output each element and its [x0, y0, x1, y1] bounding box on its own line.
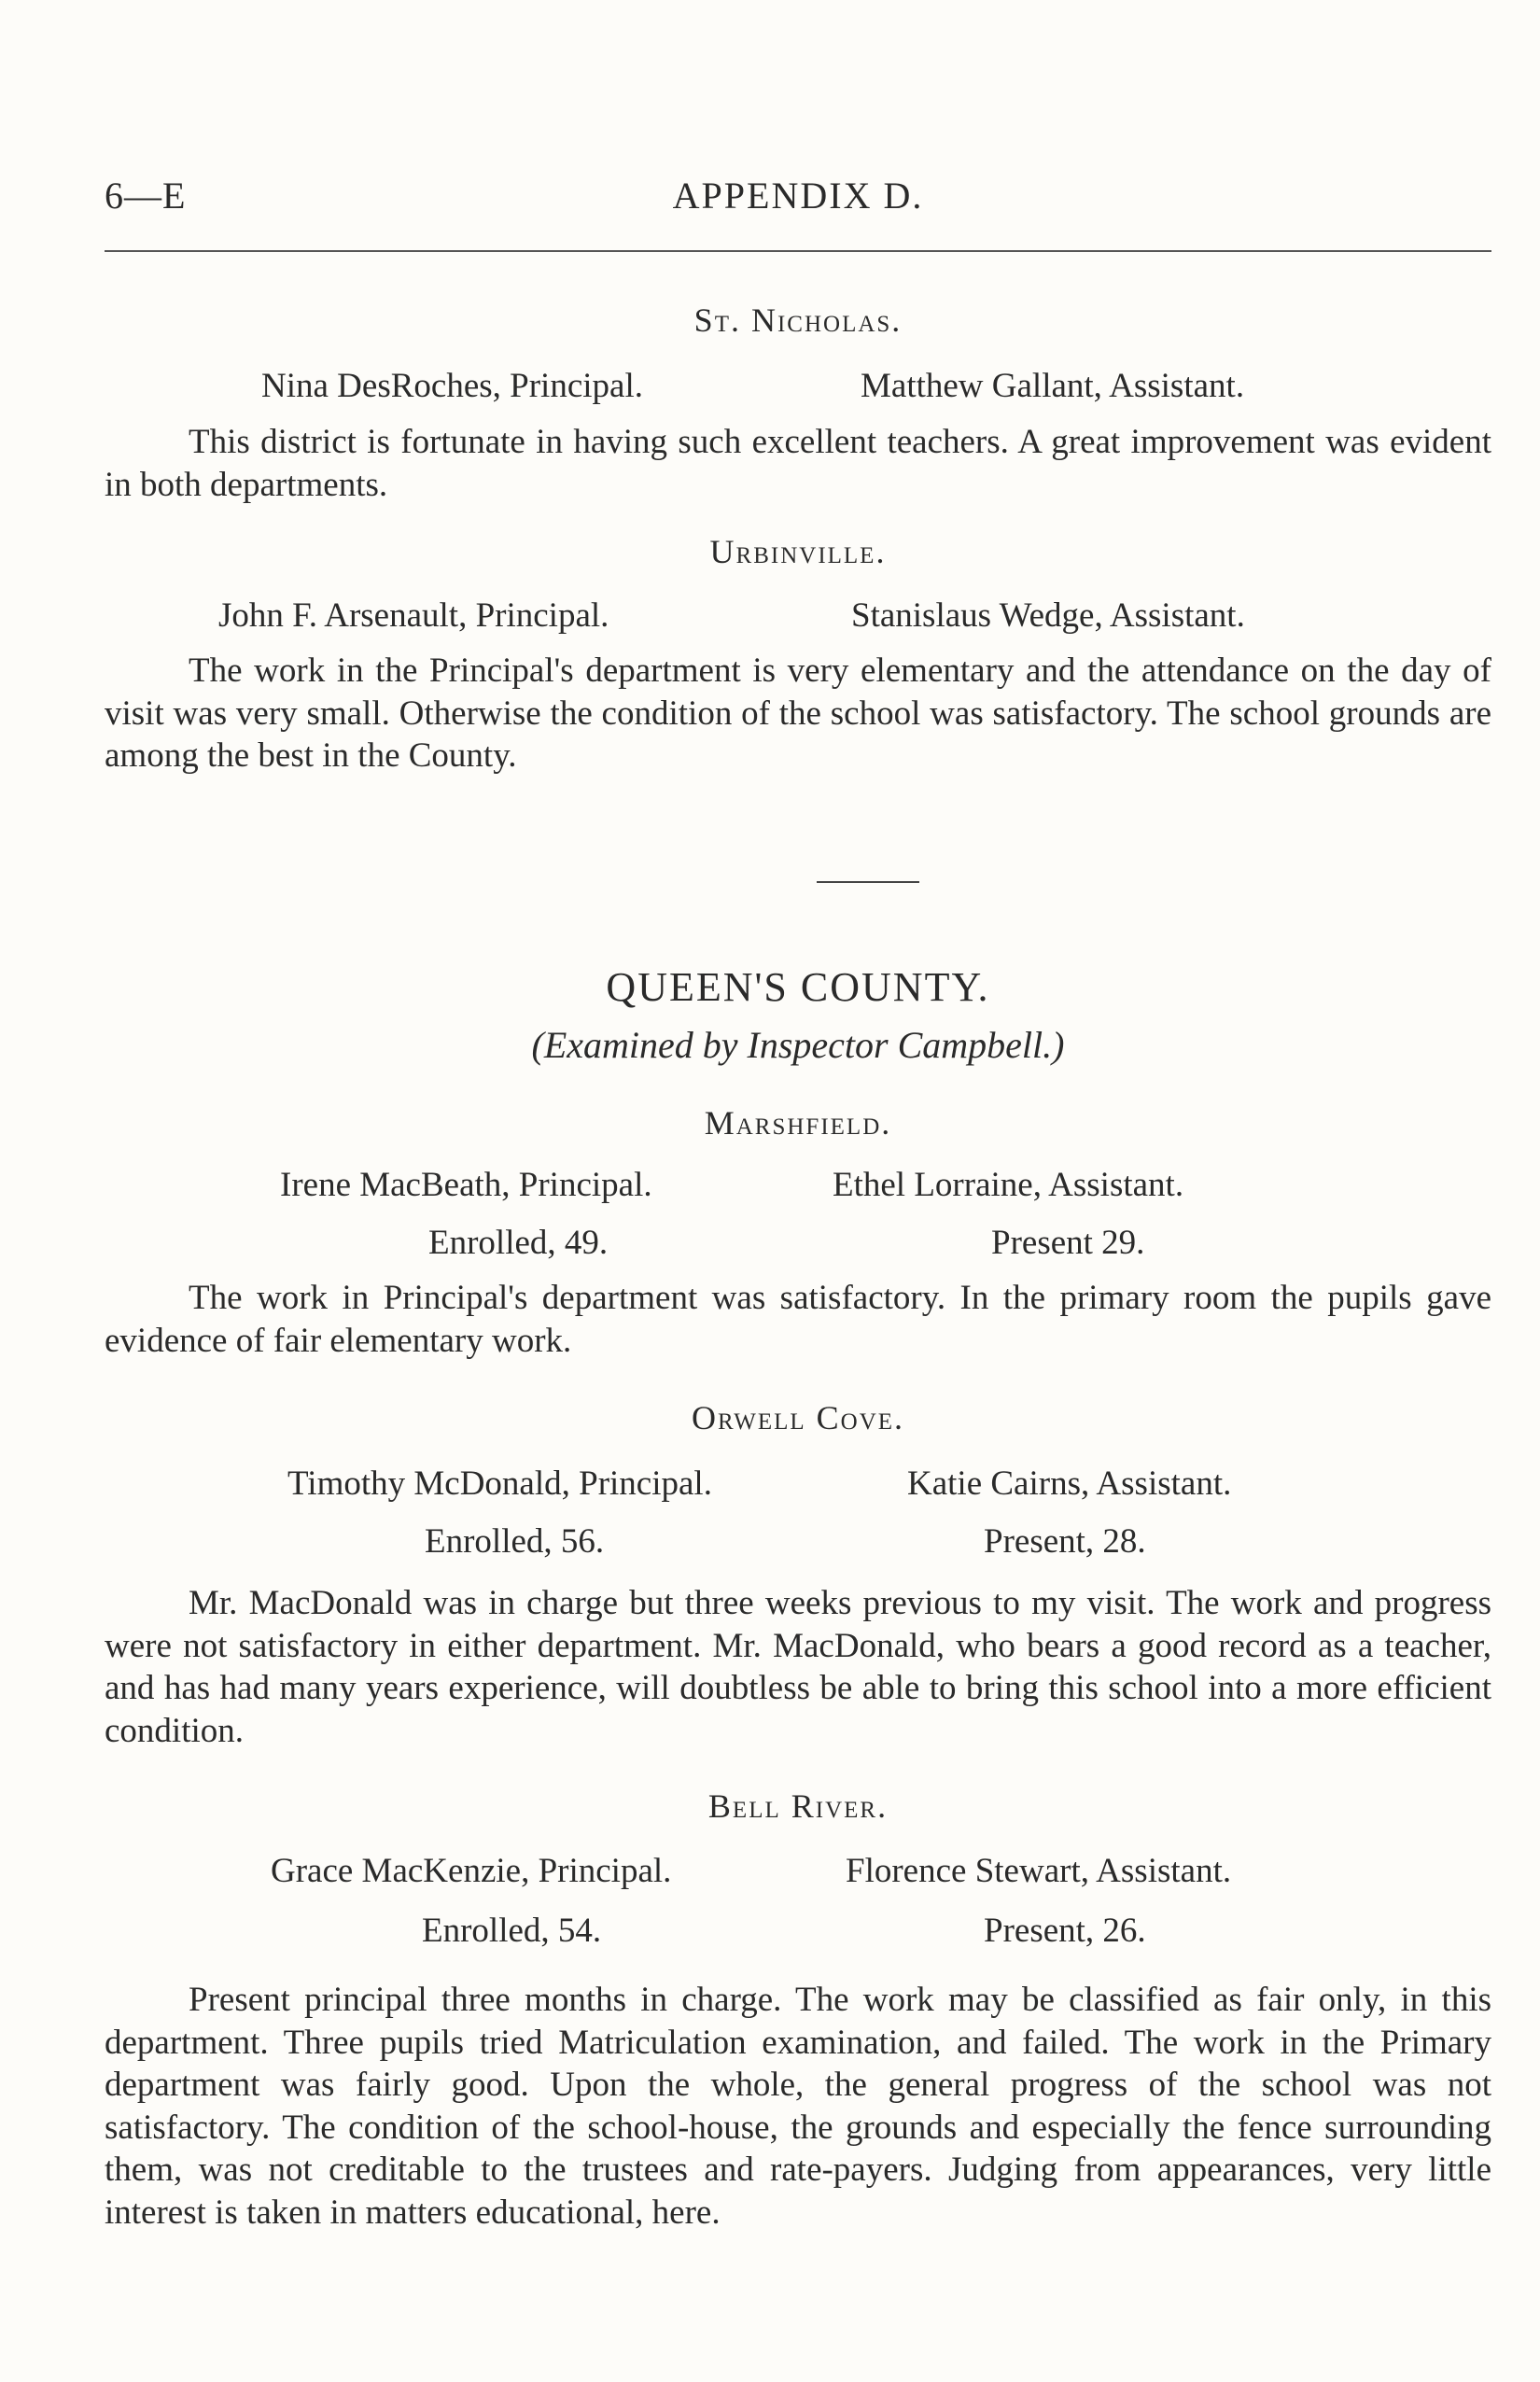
report-st-nicholas: This district is fortunate in having such excellent teachers. A great improvement was evident in both departments.: [105, 423, 1491, 504]
header-rule: [105, 250, 1491, 252]
enrolled-orwell-cove: Enrolled, 56.: [425, 1522, 605, 1561]
principal-orwell-cove: Timothy McDonald, Principal.: [287, 1464, 712, 1503]
present-bell-river: Present, 26.: [984, 1912, 1146, 1950]
principal-urbinville: John F. Arsenault, Principal.: [218, 596, 609, 635]
school-heading-marshfield: Marshfield.: [704, 1104, 892, 1142]
assistant-urbinville: Stanislaus Wedge, Assistant.: [851, 596, 1245, 635]
principal-bell-river: Grace MacKenzie, Principal.: [271, 1852, 672, 1890]
assistant-orwell-cove: Katie Cairns, Assistant.: [907, 1464, 1232, 1503]
enrolled-marshfield: Enrolled, 49.: [428, 1224, 609, 1262]
assistant-bell-river: Florence Stewart, Assistant.: [846, 1852, 1232, 1890]
principal-st-nicholas: Nina DesRoches, Principal.: [261, 367, 643, 405]
section-divider: [817, 881, 919, 883]
school-heading-orwell-cove: Orwell Cove.: [691, 1399, 905, 1436]
present-marshfield: Present 29.: [991, 1224, 1145, 1262]
school-heading-st-nicholas: St. Nicholas.: [693, 301, 903, 339]
report-bell-river: Present principal three months in charge. The work may be classified as fair only, in this department. Three pupils tried Matriculation examination, and failed. The work in the Primary department was fairly good. Upon the whole, the general progress of the school was not satisfactory. The condition of the school-house, the grounds and especially the fence surrounding them, was not creditable to the trustees and rate-payers. Judging from appearances, very little interest is taken in matters educational, here.: [105, 1981, 1491, 2232]
present-orwell-cove: Present, 28.: [984, 1522, 1146, 1561]
running-title: APPENDIX D.: [672, 175, 924, 217]
school-heading-urbinville: Urbinville.: [709, 533, 887, 570]
page-header: [105, 174, 1491, 230]
report-orwell-cove: Mr. MacDonald was in charge but three weeks previous to my visit. The work and progress were not satisfactory in either department. Mr. MacDonald, who bears a good record as a teacher, and has had many years experience, will doubtless be able to bring this school into a more efficient condition.: [105, 1584, 1491, 1750]
report-marshfield: The work in Principal's department was satisfactory. In the primary room the pupils gave evidence of fair elementary work.: [105, 1279, 1491, 1360]
page-number: 6—E: [105, 175, 187, 217]
principal-marshfield: Irene MacBeath, Principal.: [280, 1166, 652, 1204]
assistant-marshfield: Ethel Lorraine, Assistant.: [833, 1166, 1184, 1204]
county-subtitle: (Examined by Inspector Campbell.): [531, 1024, 1065, 1066]
enrolled-bell-river: Enrolled, 54.: [422, 1912, 602, 1950]
county-title: QUEEN'S COUNTY.: [606, 964, 990, 1010]
school-heading-bell-river: Bell River.: [707, 1787, 889, 1825]
report-urbinville: The work in the Principal's department is very elementary and the attendance on the day of visit was very small. Otherwise the condition of the school was satisfactory. The school grounds are among the best in the County.: [105, 652, 1491, 775]
assistant-st-nicholas: Matthew Gallant, Assistant.: [861, 367, 1245, 405]
